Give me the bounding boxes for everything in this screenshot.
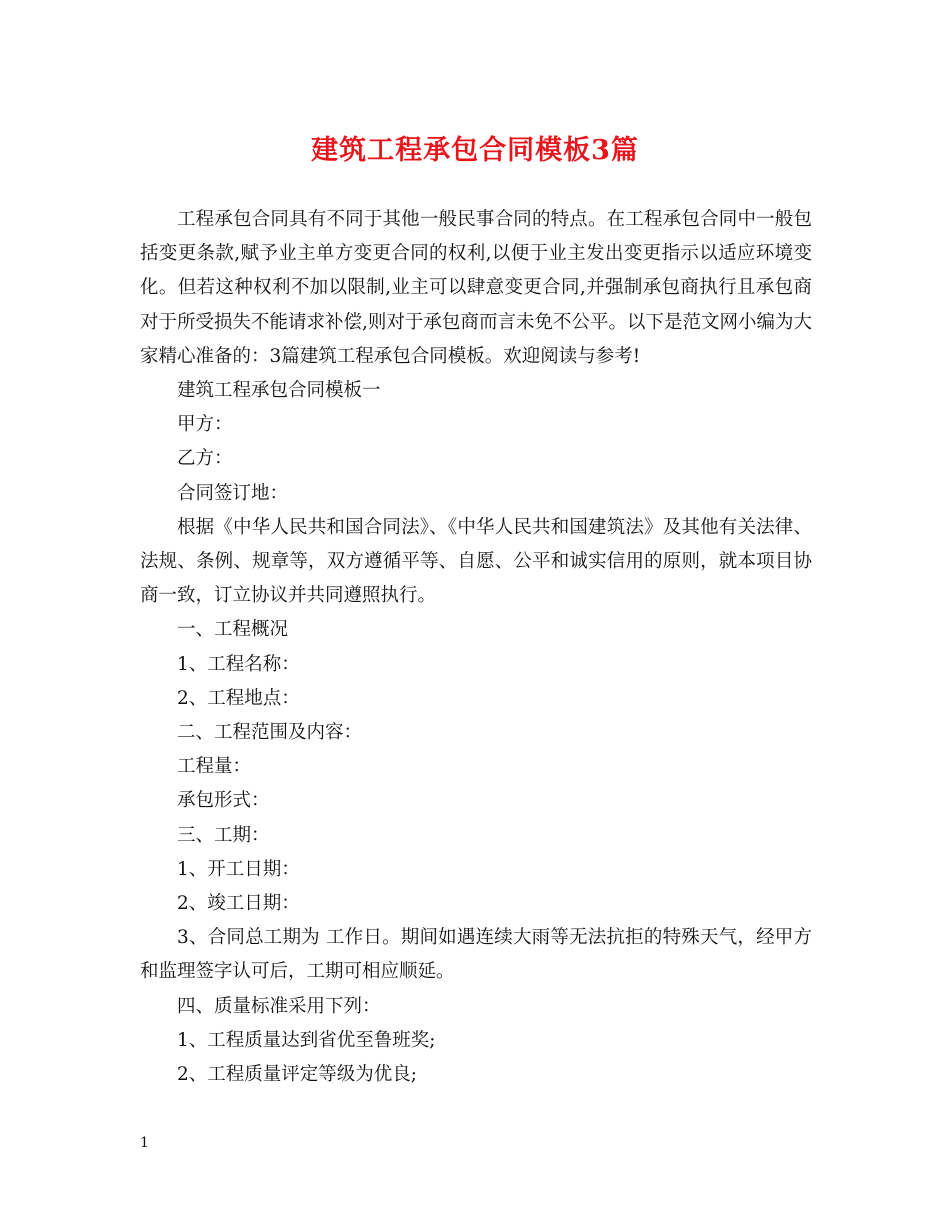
section2-heading: 二、工程范围及内容： [177,722,363,744]
document-title: 建筑工程承包合同模板3篇 [311,135,639,166]
party-a-line: 甲方： [177,414,233,436]
section4-item1: 1、工程质量达到省优至鲁班奖; [177,1029,436,1051]
contract-subtitle: 建筑工程承包合同模板一 [177,380,381,402]
section3-heading: 三、工期： [177,824,270,846]
document-body [140,203,812,1092]
signing-place-line: 合同签订地： [177,482,289,504]
section4-heading: 四、质量标准采用下列： [177,995,381,1017]
section3-item3: 3、合同总工期为 工作日。期间如遇连续大雨等无法抗拒的特殊天气，经甲方和监理签字认可后，工期可相应顺延。 [140,927,812,983]
section2-item1: 工程量： [177,756,252,778]
basis-paragraph: 根据《中华人民共和国合同法》、《中华人民共和国建筑法》及其他有关法律、法规、条例、规章等，双方遵循平等、自愿、公平和诚实信用的原则，就本项目协商一致，订立协议并共同遵照执行。 [140,516,812,607]
page-number: 1 [140,1135,149,1151]
section1-heading: 一、工程概况 [177,619,289,641]
section3-item1: 1、开工日期： [177,858,300,880]
party-b-line: 乙方： [177,448,233,470]
section2-item2: 承包形式： [177,790,270,812]
section4-item2: 2、工程质量评定等级为优良; [177,1064,418,1086]
section3-item2: 2、竣工日期： [177,893,300,915]
section1-item1: 1、工程名称： [177,653,300,675]
intro-paragraph: 工程承包合同具有不同于其他一般民事合同的特点。在工程承包合同中一般包括变更条款,赋予业主单方变更合同的权利,以便于业主发出变更指示以适应环境变化。但若这种权利不加以限制,业主可以肆意变更合同,并强制承包商执行且承包商对于所受损失不能请求补偿,则对于承包商而言未免不公平。以下是范文网小编为大家精心准备的：3篇建筑工程承包合同模板。欢迎阅读与参考! [140,209,812,367]
section1-item2: 2、工程地点： [177,687,300,709]
